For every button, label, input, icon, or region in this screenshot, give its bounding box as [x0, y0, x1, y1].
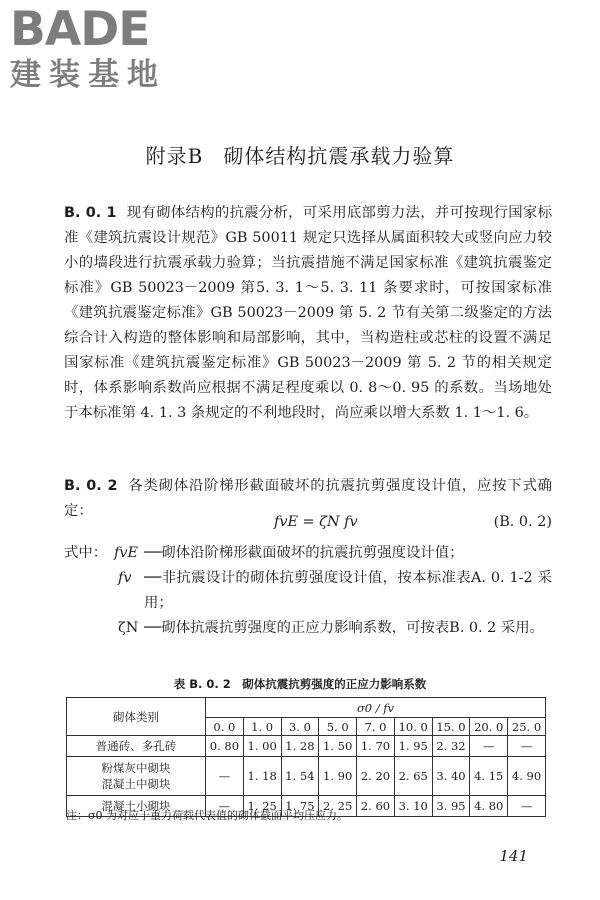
symbol-fve: fvE — [114, 545, 138, 561]
clause-b02-number: B. 0. 2 — [64, 478, 118, 494]
bade-logo — [10, 4, 175, 92]
clause-b02-text: 各类砌体沿阶梯形截面破坏的抗震抗剪强度设计值，应按下式确定： — [64, 478, 552, 519]
table-row-category: 粉煤灰中砌块 混凝土中砌块 — [67, 757, 206, 796]
symbol-fv: fv — [118, 570, 132, 586]
coefficient-table — [66, 697, 546, 817]
table-cell: 1. 18 — [243, 757, 281, 796]
table-cell: 1. 70 — [357, 736, 395, 757]
appendix-code: 附录B — [145, 144, 204, 168]
table-cell: 4. 90 — [508, 757, 546, 796]
table-ratio-header: σ0 / fv — [206, 698, 546, 718]
table-column-header: 25. 0 — [508, 718, 546, 736]
table-cell: 1. 54 — [281, 757, 319, 796]
table-column-header: 7. 0 — [357, 718, 395, 736]
where-desc-fve: ──砌体沿阶梯形截面破坏的抗震抗剪强度设计值； — [144, 545, 464, 561]
table-column-header: 1. 0 — [243, 718, 281, 736]
table-cell: 1. 00 — [243, 736, 281, 757]
table-cell: 3. 10 — [394, 796, 432, 817]
clause-b01-text: 现有砌体结构的抗震分析，可采用底部剪力法，并可按现行国家标准《建筑抗震设计规范》GB 50011 规定只选择从属面积较大或竖向应力较小的墙段进行抗震承载力验算；当抗震措施不满足国家标准《建筑抗震鉴定标准》GB 50023－2009 第5. 3. 1～5. 3. 11 条要求时，可按国家标准《建筑抗震鉴定标准》GB 50023－2009 第 5. 2 节有关第二级鉴定的方法综合计入构造的整体影响和局部影响，其中，当构造柱或芯柱的设置不满足国家标准《建筑抗震鉴定标准》GB 50023－2009 第 5. 2 节的相关规定时，体系影响系数尚应根据不满足程度乘以 0. 8～0. 95 的系数。当场地处于本标准第 4. 1. 3 条规定的不利地段时，尚应乘以增大系数 1. 1～1. 6。 — [64, 205, 552, 421]
table-column-header: 5. 0 — [319, 718, 357, 736]
table-cell: 4. 80 — [470, 796, 508, 817]
table-cell: 1. 50 — [319, 736, 357, 757]
formula-row — [64, 514, 552, 540]
table-note: 注：σ0 为对应于重力荷载代表值的砌体截面平均压应力。 — [66, 809, 349, 822]
symbol-zn: ζN — [118, 620, 139, 636]
table-cell: 4. 15 — [470, 757, 508, 796]
table-cell: 2. 32 — [432, 736, 470, 757]
table-cell: — — [470, 736, 508, 757]
table-row-category: 混凝土小砌块 — [67, 796, 206, 817]
table-cell: 1. 75 — [281, 796, 319, 817]
where-desc-fv: ──非抗震设计的砌体抗剪强度设计值，按本标准表A. 0. 1-2 采用； — [144, 570, 552, 611]
table-cell: 0. 80 — [206, 736, 244, 757]
table-cell: 2. 20 — [357, 757, 395, 796]
table-row — [67, 757, 546, 796]
page-number: 141 — [499, 847, 528, 865]
table-column-header: 20. 0 — [470, 718, 508, 736]
table-cell: 1. 28 — [281, 736, 319, 757]
table-column-header: 15. 0 — [432, 718, 470, 736]
table-column-header: 0. 0 — [206, 718, 244, 736]
table-column-header: 10. 0 — [394, 718, 432, 736]
table-row-header: 砌体类别 — [67, 698, 206, 736]
where-lead: 式中： — [64, 545, 108, 561]
table-cell: 2. 60 — [357, 796, 395, 817]
table-cell: — — [508, 796, 546, 817]
table-cell: 1. 25 — [243, 796, 281, 817]
table-cell: 2. 25 — [319, 796, 357, 817]
equation-number: (B. 0. 2) — [493, 514, 552, 530]
table-column-header: 3. 0 — [281, 718, 319, 736]
table-cell: 2. 65 — [394, 757, 432, 796]
where-desc-zn: ──砌体抗震抗剪强度的正应力影响系数，可按表B. 0. 2 采用。 — [144, 620, 545, 636]
logo-wordmark: BADE — [10, 2, 150, 57]
appendix-title — [0, 140, 600, 169]
table-cell: 1. 90 — [319, 757, 357, 796]
table-cell: — — [206, 796, 244, 817]
table-cell: 1. 95 — [394, 736, 432, 757]
table-cell: 3. 95 — [432, 796, 470, 817]
clause-b01-number: B. 0. 1 — [64, 205, 117, 221]
table-cell: — — [206, 757, 244, 796]
table-row — [67, 736, 546, 757]
appendix-title-text: 砌体结构抗震承载力验算 — [223, 144, 455, 168]
clause-b01 — [64, 201, 552, 426]
formula-b02: fvE = ζN fv — [274, 514, 358, 530]
table-caption: 表 B. 0. 2 砌体抗震抗剪强度的正应力影响系数 — [173, 677, 427, 691]
table-cell: — — [508, 736, 546, 757]
table-cell: 3. 40 — [432, 757, 470, 796]
table-row-category: 普通砖、多孔砖 — [67, 736, 206, 757]
logo-subtitle: 建装基地 — [10, 57, 166, 93]
